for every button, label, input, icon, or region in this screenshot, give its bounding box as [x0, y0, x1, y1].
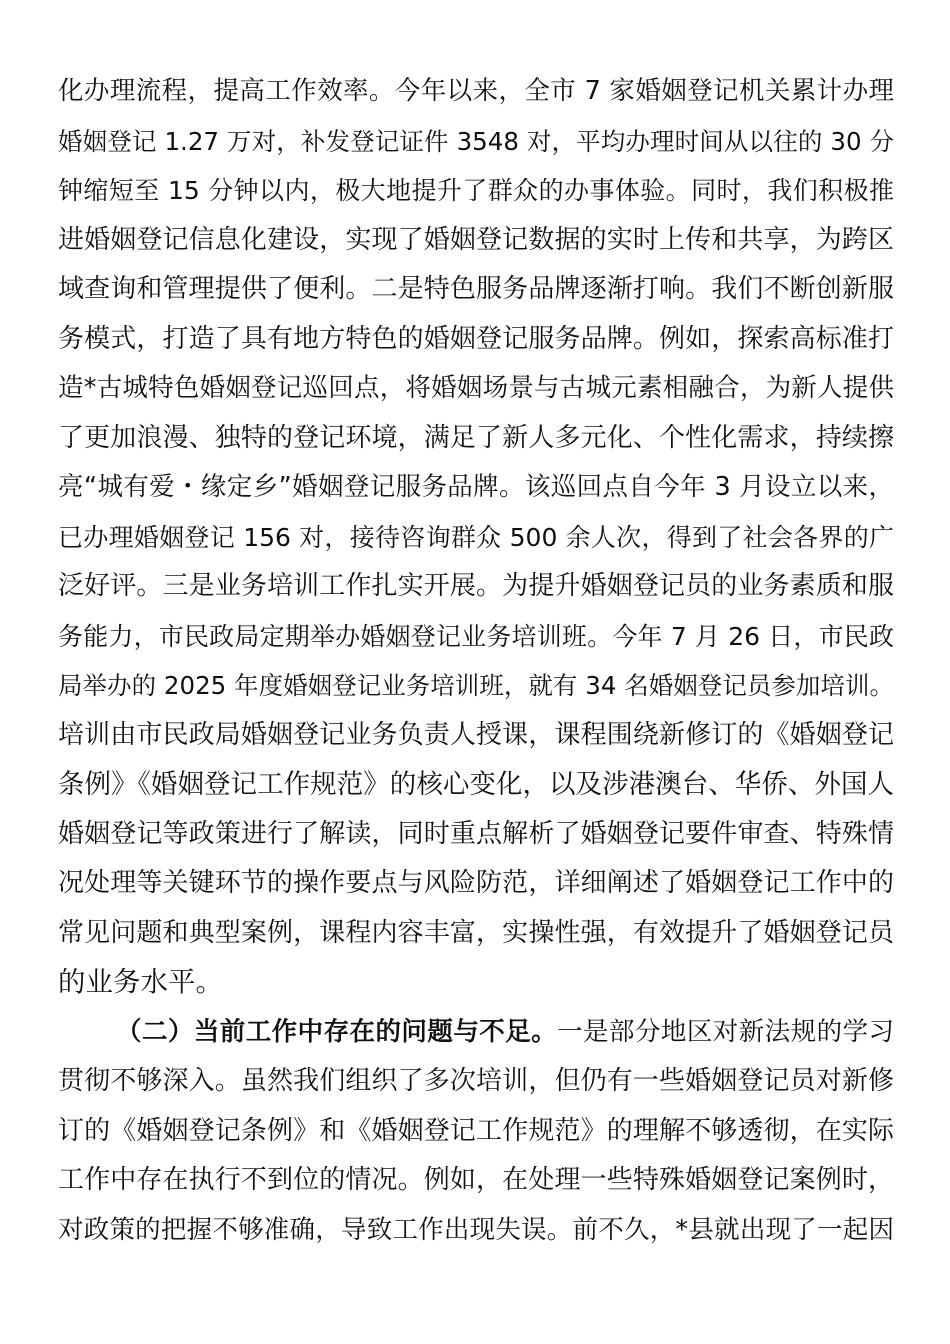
text-line: 了更加浪漫、独特的登记环境，满足了新人多元化、个性化需求，持续擦 — [58, 422, 894, 453]
text-line: 条例》《婚姻登记工作规范》的核心变化，以及涉港澳台、华侨、外国人 — [58, 769, 894, 800]
section-heading: （二）当前工作中存在的问题与不足。 — [116, 1016, 558, 1047]
text-line: 常见问题和典型案例，课程内容丰富，实操性强，有效提升了婚姻登记员 — [58, 917, 894, 948]
text-line: 已办理婚姻登记 156 对，接待咨询群众 500 余人次，得到了社会各界的广 — [58, 522, 894, 552]
section-heading-continuation: 一是部分地区对新法规的学习 — [557, 1016, 894, 1047]
paragraph-achievements — [58, 67, 894, 1008]
text-line: 造*古城特色婚姻登记巡回点，将婚姻场景与古城元素相融合，为新人提供 — [58, 373, 894, 403]
text-line: 婚姻登记 1.27 万对，补发登记证件 3548 对，平均办理时间从以往的 30 分 — [58, 126, 894, 156]
text-line: 钟缩短至 15 分钟以内，极大地提升了群众的办事体验。同时，我们积极推 — [58, 176, 894, 205]
text-line: 化办理流程，提高工作效率。今年以来，全市 7 家婚姻登记机关累计办理 — [58, 76, 894, 106]
text-line: 订的《婚姻登记条例》和《婚姻登记工作规范》的理解不够透彻，在实际 — [58, 1115, 894, 1146]
text-line: 工作中存在执行不到位的情况。例如，在处理一些特殊婚姻登记案例时， — [58, 1165, 894, 1195]
text-line — [58, 1008, 894, 1058]
text-line: 务模式，打造了具有地方特色的婚姻登记服务品牌。例如，探索高标准打 — [58, 323, 894, 354]
text-line: 进婚姻登记信息化建设，实现了婚姻登记数据的实时上传和共享，为跨区 — [58, 224, 894, 255]
text-line: 婚姻登记等政策进行了解读，同时重点解析了婚姻登记要件审查、特殊情 — [58, 818, 894, 849]
text-line: 亮“城有爱・缘定乡”婚姻登记服务品牌。该巡回点自今年 3 月设立以来， — [58, 472, 894, 502]
text-line: 况处理等关键环节的操作要点与风险防范，详细阐述了婚姻登记工作中的 — [58, 868, 894, 898]
text-line: 局举办的 2025 年度婚姻登记业务培训班，就有 34 名婚姻登记员参加培训。 — [58, 671, 894, 700]
text-line: 泛好评。三是业务培训工作扎实开展。为提升婚姻登记员的业务素质和服 — [58, 571, 894, 601]
text-line: 务能力，市民政局定期举办婚姻登记业务培训班。今年 7 月 26 日，市民政 — [58, 621, 894, 651]
text-line: 培训由市民政局婚姻登记业务负责人授课，课程围绕新修订的《婚姻登记 — [58, 719, 894, 750]
body-text — [58, 67, 894, 1255]
paragraph-problems — [58, 1008, 894, 1256]
text-line: 对政策的把握不够准确，导致工作出现失误。前不久，*县就出现了一起因 — [58, 1214, 894, 1245]
text-line: 域查询和管理提供了便利。二是特色服务品牌逐渐打响。我们不断创新服 — [58, 274, 894, 304]
text-line: 的业务水平。 — [58, 966, 223, 998]
text-line: 贯彻不够深入。虽然我们组织了多次培训，但仍有一些婚姻登记员对新修 — [58, 1066, 894, 1096]
